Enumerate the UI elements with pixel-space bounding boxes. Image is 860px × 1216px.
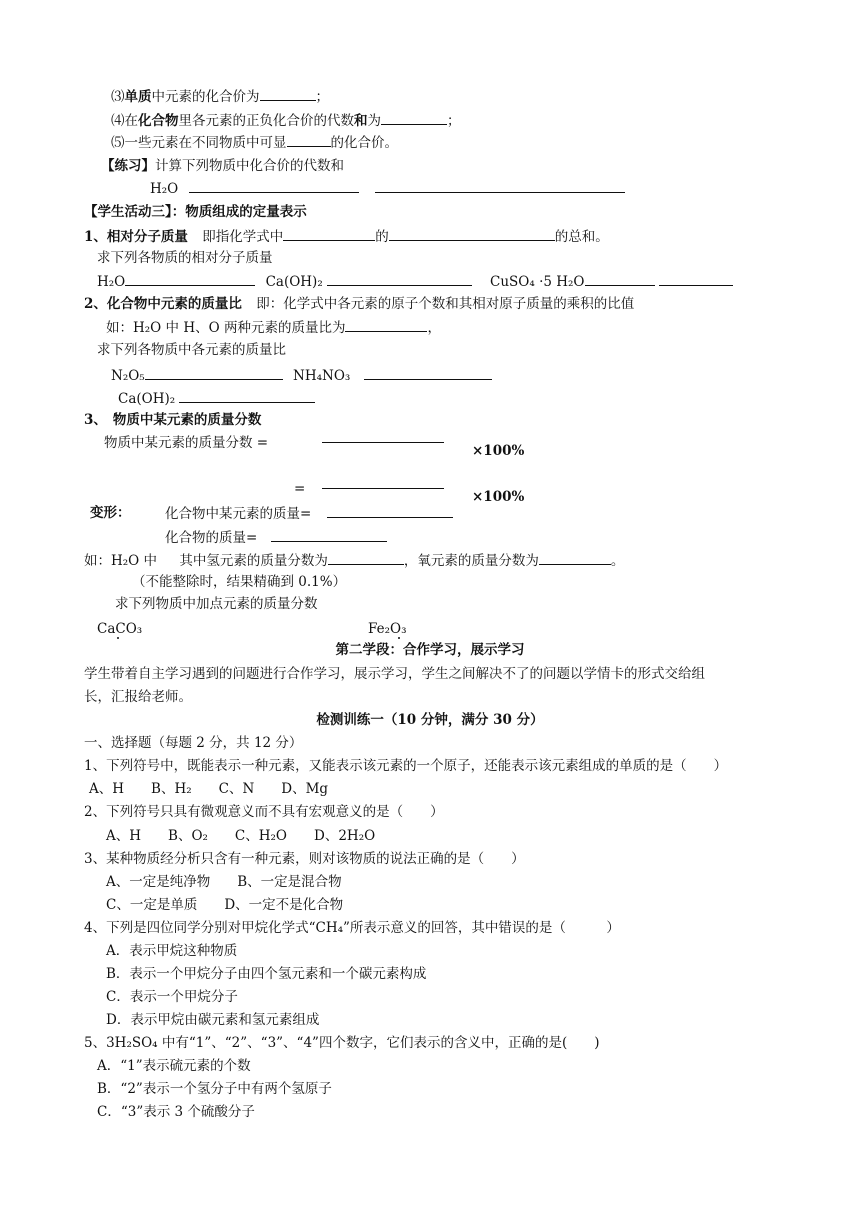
answer-blank[interactable] [539, 550, 611, 565]
answer-blank[interactable] [389, 226, 555, 241]
valence-line-3 [111, 86, 329, 107]
section-title: 化合物中元素的质量比 [106, 296, 242, 312]
practice-line [101, 156, 344, 176]
formula: N₂O₅ [111, 368, 145, 384]
section-number: 2、 [84, 296, 107, 312]
line-text: 为 [367, 113, 381, 129]
question-1: 1、下列符号中，既能表示一种元素，又能表示该元素的一个原子，还能表示该元素组成的单质的是（ ） [84, 758, 728, 774]
question-3-options-a[interactable]: A、一定是纯净物 B、一定是混合物 [106, 874, 342, 890]
answer-blank[interactable] [283, 226, 375, 241]
line-end: ； [315, 89, 329, 105]
line-text: ⑸一些元素在不同物质中可显 [111, 135, 287, 151]
bold-term: 化合物 [138, 113, 179, 129]
line-number: ⑶ [111, 89, 125, 105]
emphasis-dot [117, 633, 118, 634]
formula: NH₄NO₃ [293, 368, 351, 384]
answer-blank[interactable] [260, 86, 316, 101]
practice-label: 【练习】 [101, 158, 155, 174]
stage2-title: 第二学段：合作学习，展示学习 [335, 642, 525, 658]
example-line [84, 550, 624, 571]
formula: H₂O [150, 181, 179, 197]
test-title: 检测训练一（10 分钟，满分 30 分） [316, 712, 544, 728]
answer-blank[interactable] [345, 317, 427, 332]
answer-blank[interactable] [271, 527, 387, 542]
answer-blank[interactable] [125, 271, 255, 286]
section3-formula-1: CaCO₃ [97, 621, 143, 637]
section1-ask: 求下列各物质的相对分子质量 [97, 250, 273, 266]
practice-text: 计算下列物质中化合价的代数和 [155, 158, 344, 174]
question-5: 5、3H₂SO₄ 中有“1”、“2”、“3”、“4”四个数字，它们表示的含义中，正确的是( ) [84, 1035, 600, 1051]
times-100-label: ×100% [472, 443, 525, 459]
practice-formula-line [150, 178, 625, 199]
section2-line [84, 294, 634, 314]
variant-label: 变形： [90, 505, 131, 521]
line-end: 。 [610, 553, 625, 569]
line-end: 的化合价。 [330, 135, 398, 151]
question-1-options[interactable]: A、H B、H₂ C、N D、Mg [89, 781, 329, 797]
line-text: 如：H₂O 中 H、O 两种元素的质量比为 [106, 320, 346, 336]
section2-formulas-a [111, 365, 492, 386]
formula: Ca(OH)₂ [118, 391, 176, 407]
section1-line [84, 226, 609, 247]
answer-blank[interactable] [327, 271, 472, 286]
line-text: 其中氢元素的质量分数为 [179, 553, 328, 569]
question-5-option-a[interactable]: A．“1”表示硫元素的个数 [97, 1058, 251, 1074]
formula: H₂O [97, 274, 126, 290]
section2-ask: 求下列各物质中各元素的质量比 [97, 342, 286, 358]
question-3-options-b[interactable]: C、一定是单质 D、一定不是化合物 [106, 897, 344, 913]
emphasis-dot [398, 633, 399, 634]
answer-blank[interactable] [364, 365, 492, 380]
line-text: 化合物中某元素的质量= [165, 506, 312, 522]
valence-line-5 [111, 132, 398, 153]
example-note: （不能整除时，结果精确到 0.1%） [132, 574, 347, 590]
line-text: 化合物的质量= [165, 530, 258, 546]
answer-blank[interactable] [585, 271, 655, 286]
stage2-para-line2: 长，汇报给老师。 [84, 689, 192, 705]
answer-blank[interactable] [145, 365, 283, 380]
mass-fraction-label: 物质中某元素的质量分数 = [104, 435, 269, 451]
equals-sign: = [294, 481, 306, 497]
question-3: 3、某种物质经分析只含有一种元素，则对该物质的说法正确的是（ ） [84, 851, 525, 867]
section3-ask: 求下列物质中加点元素的质量分数 [115, 596, 318, 612]
question-4-option-d[interactable]: D．表示甲烷由碳元素和氢元素组成 [106, 1012, 320, 1028]
answer-blank[interactable] [189, 178, 359, 193]
valence-line-4 [111, 110, 461, 131]
section-number: 1、 [84, 229, 107, 245]
answer-blank[interactable] [179, 388, 315, 403]
activity3-title: 【学生活动三】：物质组成的定量表示 [84, 204, 307, 220]
section-title: 物质中某元素的质量分数 [112, 412, 262, 428]
question-4-option-c[interactable]: C．表示一个甲烷分子 [106, 989, 238, 1005]
question-4: 4、下列是四位同学分别对甲烷化学式“CH₄”所表示意义的回答，其中错误的是（ ） [84, 920, 620, 936]
line-text: 即：化学式中各元素的原子个数和其相对原子质量的乘积的比值 [256, 296, 635, 312]
line-text: ，氧元素的质量分数为 [403, 553, 539, 569]
answer-blank[interactable] [327, 503, 453, 518]
bold-term: 单质 [124, 89, 152, 105]
times-100-label: ×100% [472, 489, 525, 505]
bold-term: 和 [354, 113, 368, 129]
question-2-options[interactable]: A、H B、O₂ C、H₂O D、2H₂O [106, 828, 376, 844]
line-end: 的总和。 [554, 229, 609, 245]
section3-line [84, 410, 261, 430]
question-4-option-b[interactable]: B．表示一个甲烷分子由四个氢元素和一个碳元素构成 [106, 966, 427, 982]
answer-blank[interactable] [381, 110, 447, 125]
section2-formulas-b [118, 388, 315, 409]
test-section: 一、选择题（每题 2 分，共 12 分） [84, 735, 303, 751]
variant-line-2 [165, 527, 387, 548]
line-end: ； [447, 113, 461, 129]
answer-blank[interactable] [287, 132, 331, 147]
line-end: ， [427, 320, 441, 336]
section1-formulas [97, 271, 733, 292]
answer-blank[interactable] [328, 550, 404, 565]
section-number: 3、 [84, 412, 107, 428]
line-text: 如：H₂O 中 [84, 553, 158, 569]
variant-line-1 [165, 503, 453, 524]
fraction-bar [322, 442, 444, 443]
line-text: 的 [375, 229, 389, 245]
stage2-para-line1: 学生带着自主学习遇到的问题进行合作学习，展示学习，学生之间解决不了的问题以学情卡的形式交给组 [84, 666, 705, 682]
line-text: ⑷在 [111, 113, 138, 129]
line-text: 即指化学式中 [202, 229, 284, 245]
answer-blank[interactable] [375, 178, 625, 193]
fraction-bar [322, 488, 444, 489]
section2-example [106, 317, 441, 338]
line-text: 中元素的化合价为 [151, 89, 260, 105]
formula: Ca(OH)₂ [265, 274, 323, 290]
formula: CuSO₄ ·5 H₂O [490, 274, 585, 290]
question-5-option-b[interactable]: B．“2”表示一个氢分子中有两个氢原子 [97, 1081, 332, 1097]
question-5-option-c[interactable]: C．“3”表示 3 个硫酸分子 [97, 1104, 255, 1120]
answer-blank[interactable] [659, 271, 733, 286]
section-title: 相对分子质量 [106, 229, 188, 245]
section3-formula-2: Fe₂O₃ [368, 621, 407, 637]
question-2: 2、下列符号只具有微观意义而不具有宏观意义的是（ ） [84, 804, 444, 820]
question-4-option-a[interactable]: A．表示甲烷这种物质 [106, 943, 238, 959]
line-text: 里各元素的正负化合价的代数 [178, 113, 354, 129]
